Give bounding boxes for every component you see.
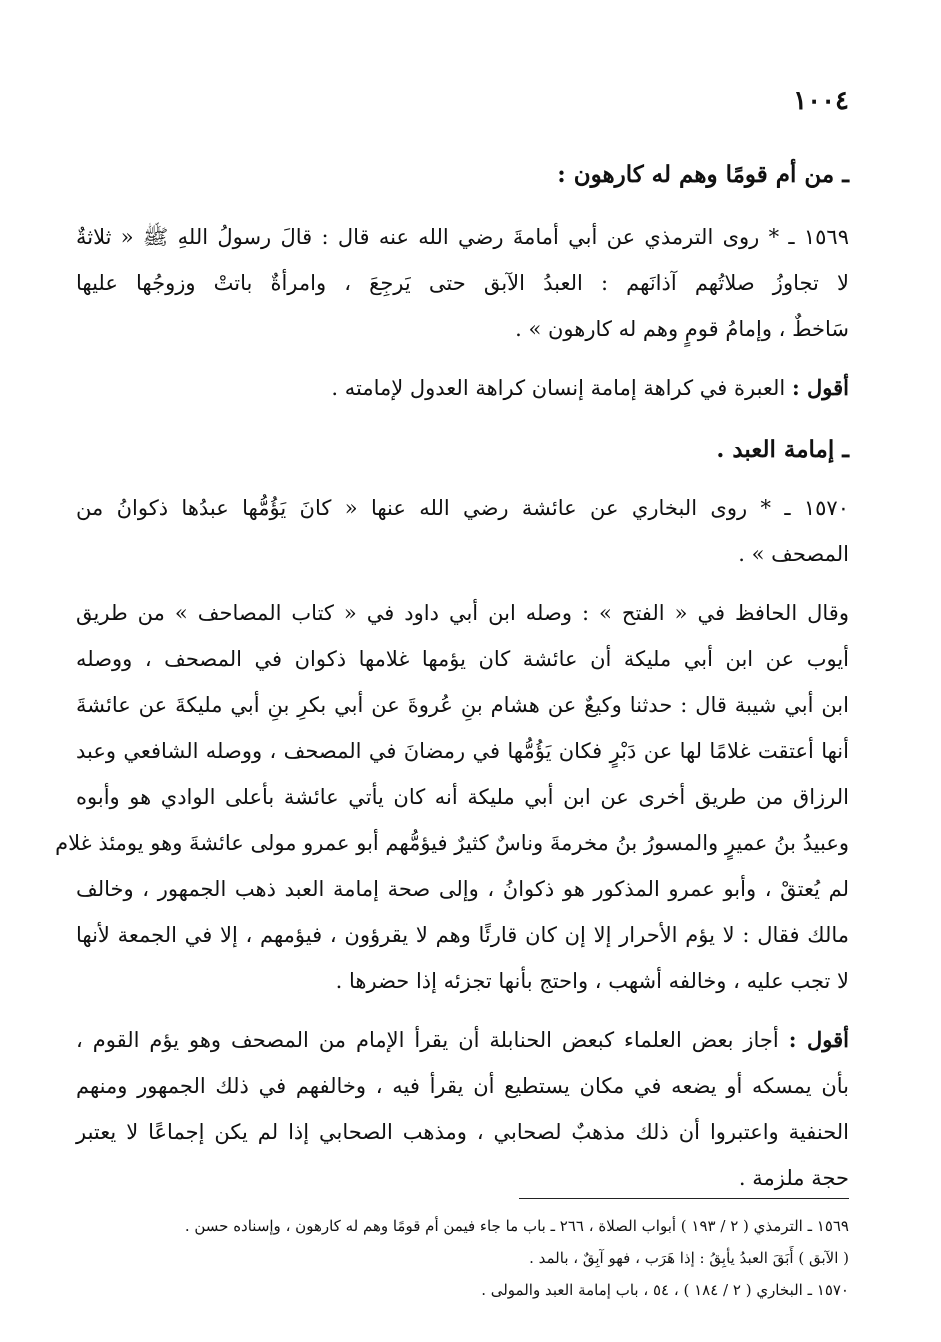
page-number: ١٠٠٤ (793, 86, 849, 116)
footnote-divider (519, 1198, 849, 1199)
footnote-1570: ١٥٧٠ ـ البخاري ( ٢ / ١٨٤ ) ، ٥٤ ، باب إمامة العبد والمولى . (481, 1281, 849, 1299)
hadith-1569-line-1: ١٥٦٩ ـ * روى الترمذي عن أبي أمامةَ رضي الله عنه قال : قالَ رسولُ اللهِ ﷺ « ثلاثةٌ (76, 225, 849, 249)
hadith-1570-line-2: المصحف » . (738, 542, 849, 566)
comment-label: أقول : (788, 1027, 849, 1052)
commentary-line-3: ابن أبي شيبة قال : حدثنا وكيعٌ عن هشام بنِ عُروةَ عن أبي بكرِ بنِ أبي مليكةَ عن عائشةَ (76, 693, 849, 717)
comment-2-line-2: بأن يمسكه أو يضعه في مكان يستطيع أن يقرأ فيه ، وخالفهم في ذلك الجمهور ومنهم (76, 1074, 849, 1098)
commentary-line-9: لا تجب عليه ، وخالفه أشهب ، واحتج بأنها تجزئه إذا حضرها . (335, 969, 849, 993)
commentary-line-1: وقال الحافظ في « الفتح » : وصله ابن أبي داود في « كتاب المصاحف » من طريق (76, 601, 849, 625)
comment-1 (76, 373, 849, 403)
comment-2-line-1 (76, 1025, 849, 1055)
footnote-abiq: ( الآبق ) أَبَقَ العبدُ يأبِقُ : إذا هَرَب ، فهو آبِقٌ ، بالمد . (529, 1249, 849, 1267)
commentary-line-5: الرزاق من طريق أخرى عن ابن أبي مليكة أنه كان يأتي عائشة بأعلى الوادي هو وأبوه (76, 785, 849, 809)
comment-label: أقول : (791, 375, 849, 400)
commentary-line-6: وعبيدُ بنُ عميرٍ والمسورُ بنُ مخرمةَ وناسٌ كثيرٌ فيؤمُّهم أبو عمرو مولى عائشةَ وهو يومئذ غلام (55, 831, 849, 855)
comment-2-line-4: حجة ملزمة . (738, 1166, 849, 1190)
commentary-line-7: لم يُعتقْ ، وأبو عمرو المذكور هو ذكوانُ ، وإلى صحة إمامة العبد ذهب الجمهور ، وخالف (76, 877, 849, 901)
comment-text: أجاز بعض العلماء كبعض الحنابلة أن يقرأ الإمام من المصحف وهو يؤم القوم ، (76, 1028, 779, 1052)
section-heading-imam-disliked: ـ من أم قومًا وهم له كارهون : (557, 161, 849, 188)
commentary-line-8: مالك فقال : لا يؤم الأحرار إلا إن كان قارئًا وهم لا يقرؤون ، فيؤمهم ، إلا في الجمعة لأنها (76, 923, 849, 947)
comment-2-line-3: الحنفية واعتبروا أن ذلك مذهبٌ لصحابي ، ومذهب الصحابي إذا لم يكن إجماعًا لا يعتبر (76, 1120, 849, 1144)
commentary-line-4: أنها أعتقت غلامًا لها عن دَبْرٍ فكان يَؤُمُّها في رمضانَ في المصحف ، ووصله الشافعي وعبد (76, 739, 849, 763)
section-heading-slave-imam: ـ إمامة العبد . (716, 436, 849, 463)
hadith-1569-line-3: سَاخطٌ ، وإمامُ قومٍ وهم له كارهون » . (515, 317, 849, 341)
hadith-1570-line-1: ١٥٧٠ ـ * روى البخاري عن عائشة رضي الله عنها « كانَ يَؤُمُّها عبدُها ذكوانُ من (76, 496, 849, 520)
footnote-1569: ١٥٦٩ ـ الترمذي ( ٢ / ١٩٣ ) أبواب الصلاة ، ٢٦٦ ـ باب ما جاء فيمن أم قومًا وهم له كارهون ، وإسناده حسن . (184, 1217, 849, 1235)
hadith-1569-line-2: لا تجاوزُ صلاتُهم آذانَهم : العبدُ الآبق حتى يَرجِعَ ، وامرأةٌ باتتْ وزوجُها عليها (76, 271, 849, 295)
commentary-line-2: أيوب عن ابن أبي مليكة أن عائشة كان يؤمها غلامها ذكوان في المصحف ، ووصله (76, 647, 849, 671)
comment-text: العبرة في كراهة إمامة إنسان كراهة العدول لإمامته . (331, 376, 786, 400)
